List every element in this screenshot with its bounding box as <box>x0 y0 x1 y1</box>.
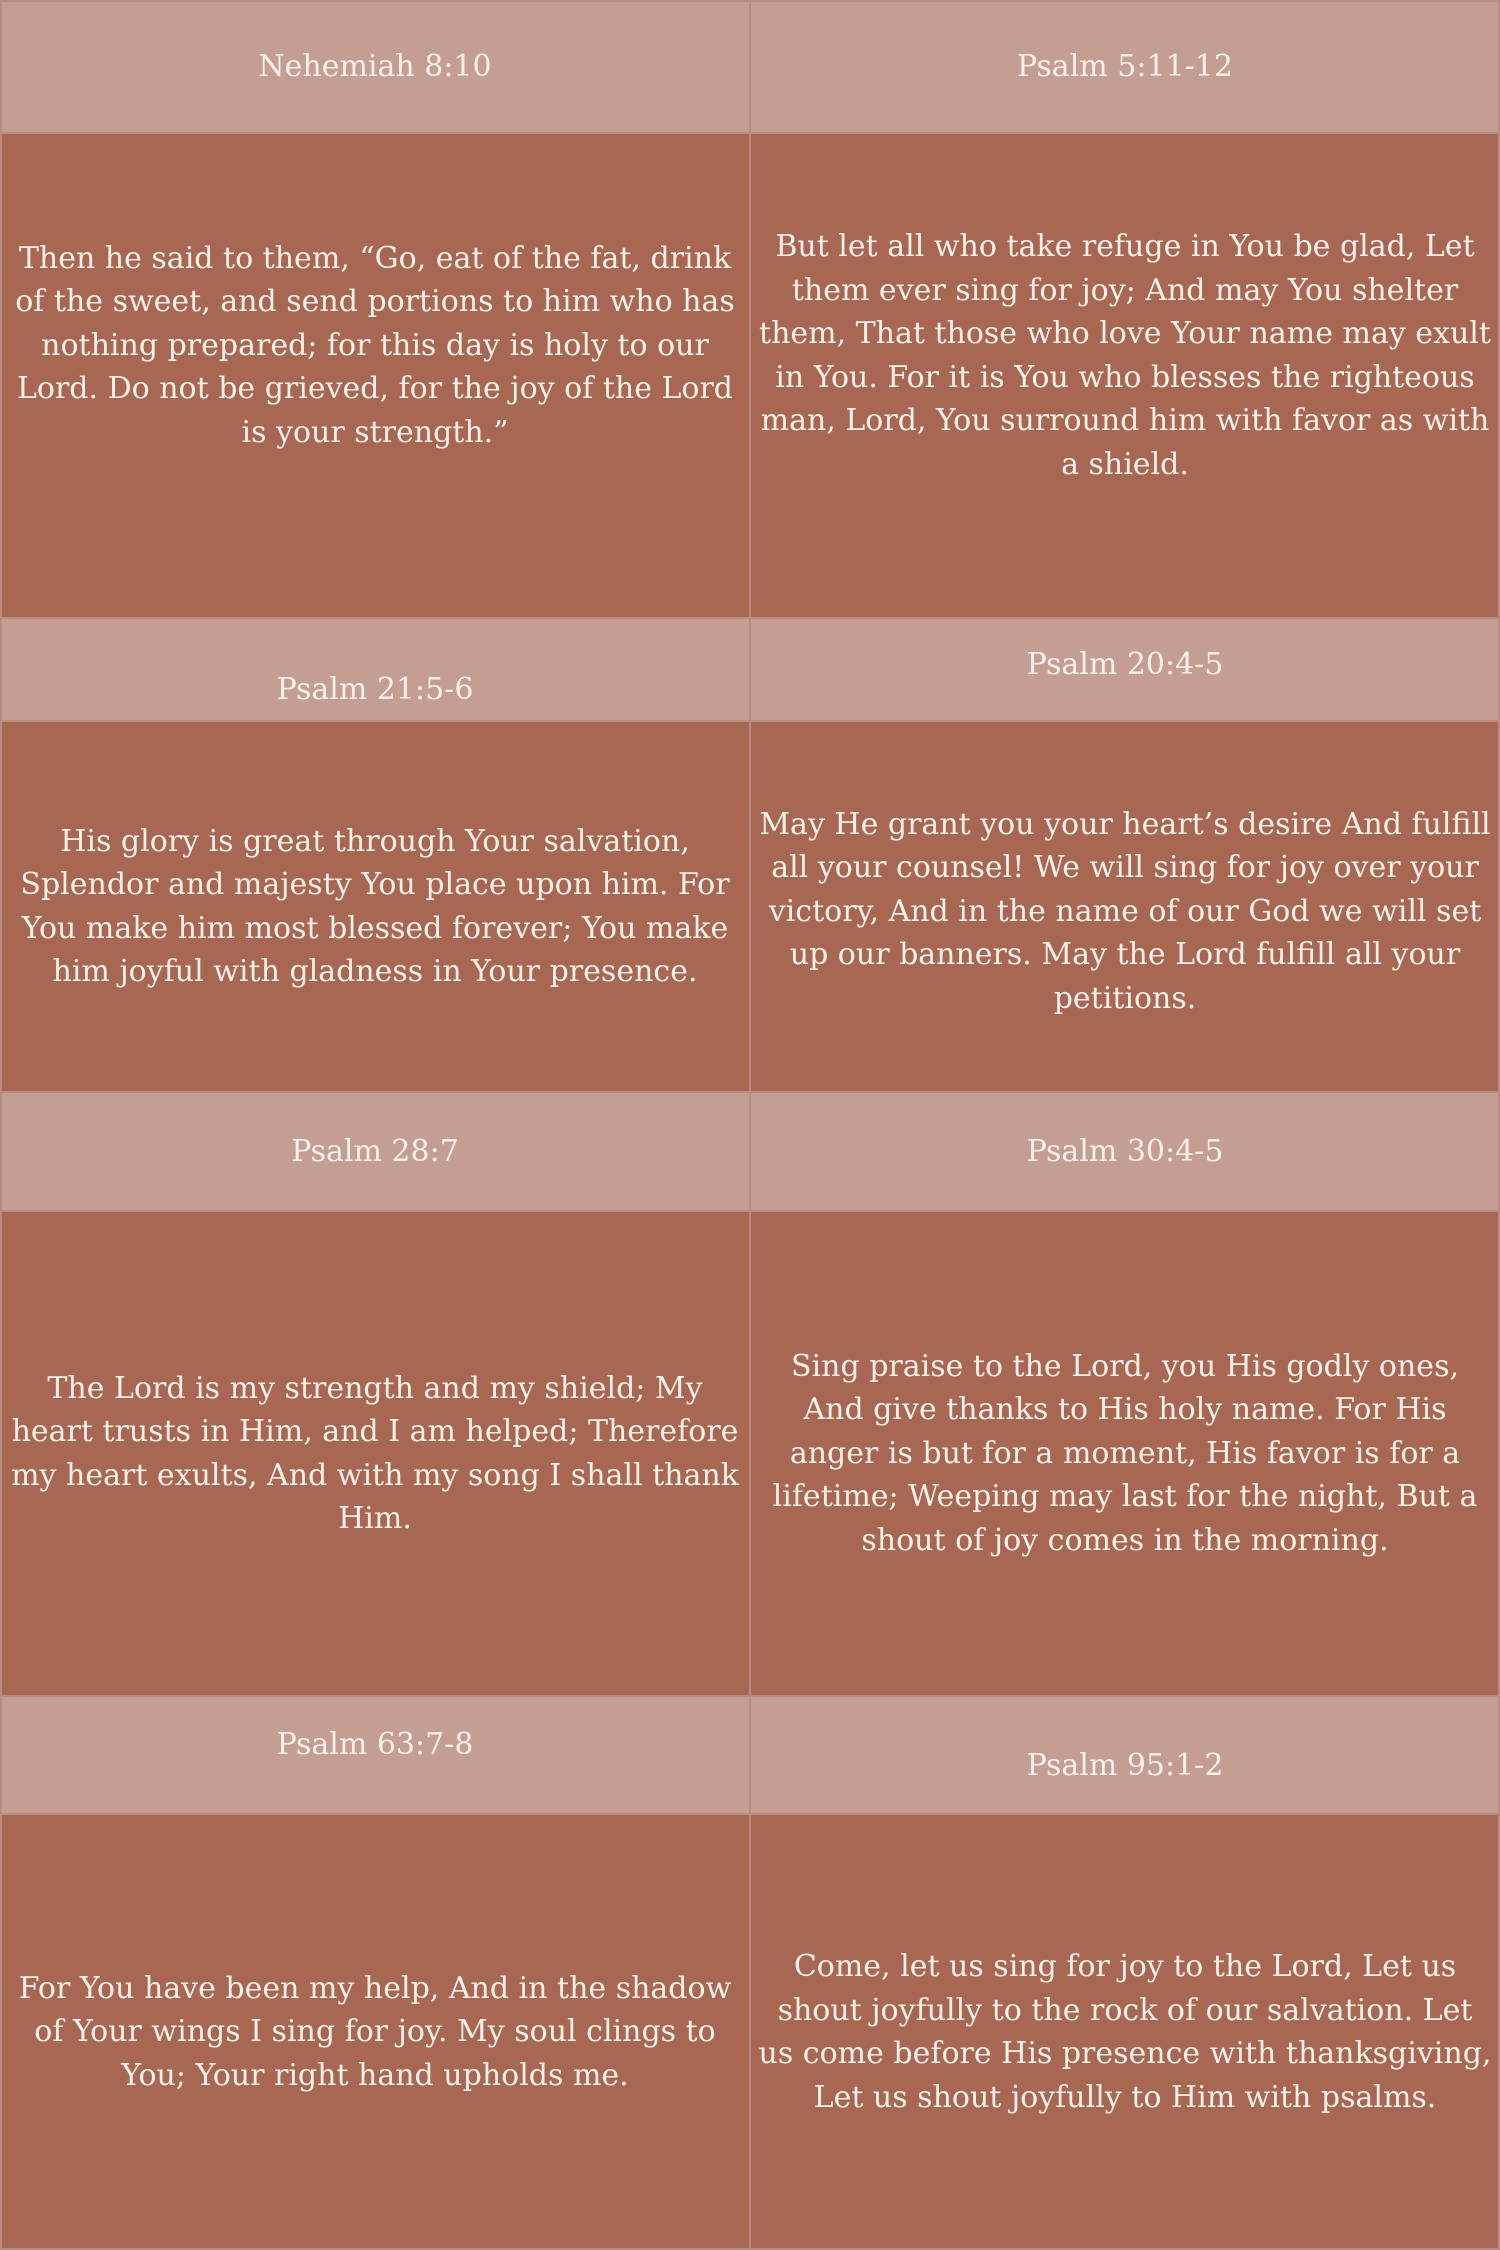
verse-text: May He grant you your heart’s desire And fulfill all your counsel! We will sing for joy over your victory, And in the name of our God we will set up our banners. May the Lord fulfill all your petitions. <box>759 806 1491 1016</box>
verse-reference <box>0 1696 750 1814</box>
verse-text: Then he said to them, “Go, eat of the fat, drink of the sweet, and send portions to him who has nothing prepared; for this day is holy to our Lord. Do not be grieved, for the joy of the Lord is your strength.” <box>15 240 735 450</box>
reference-text: Nehemiah 8:10 <box>258 48 492 84</box>
reference-text: Psalm 63:7-8 <box>276 1727 474 1762</box>
verse-reference <box>750 1696 1500 1814</box>
verse-text-cell <box>0 133 750 618</box>
verse-text-cell <box>750 721 1500 1092</box>
divider <box>749 0 751 2250</box>
reference-text: Psalm 28:7 <box>291 1133 459 1169</box>
verse-reference <box>0 0 750 133</box>
reference-text: Psalm 5:11-12 <box>1017 48 1233 84</box>
verse-text-cell <box>0 721 750 1092</box>
reference-text: Psalm 20:4-5 <box>1026 646 1224 682</box>
reference-text: Psalm 95:1-2 <box>1026 1748 1224 1783</box>
verse-text-cell <box>750 133 1500 618</box>
verse-text-cell <box>750 1814 1500 2250</box>
verse-reference <box>750 1092 1500 1211</box>
reference-text: Psalm 30:4-5 <box>1026 1133 1224 1169</box>
verse-text-cell <box>0 1814 750 2250</box>
verse-text: For You have been my help, And in the shadow of Your wings I sing for joy. My soul clings to You; Your right hand upholds me. <box>18 1970 732 2093</box>
reference-text: Psalm 21:5-6 <box>276 671 474 707</box>
verse-reference <box>0 1092 750 1211</box>
verse-text: The Lord is my strength and my shield; My heart trusts in Him, and I am helped; Therefore my heart exults, And with my song I shall thank Him. <box>11 1370 739 1536</box>
verse-text: But let all who take refuge in You be glad, Let them ever sing for joy; And may You shelter them, That those who love Your name may exult in You. For it is You who blesses the righteous man, Lord, You surround him with favor as with a shield. <box>759 229 1491 482</box>
verse-reference <box>0 618 750 721</box>
verse-reference <box>750 0 1500 133</box>
verse-text-cell <box>0 1211 750 1696</box>
verse-text: Sing praise to the Lord, you His godly ones, And give thanks to His holy name. For His anger is but for a moment, His favor is for a lifetime; Weeping may last for the night, But a shout of joy comes in the morning. <box>772 1348 1478 1558</box>
verse-text: His glory is great through Your salvation, Splendor and majesty You place upon him. For You make him most blessed forever; You make him joyful with gladness in Your presence. <box>20 823 730 989</box>
verse-text: Come, let us sing for joy to the Lord, Let us shout joyfully to the rock of our salvation. Let us come before His presence with thanksgiving, Let us shout joyfully to Him with psalms. <box>758 1949 1492 2115</box>
verse-text-cell <box>750 1211 1500 1696</box>
verse-reference <box>750 618 1500 721</box>
